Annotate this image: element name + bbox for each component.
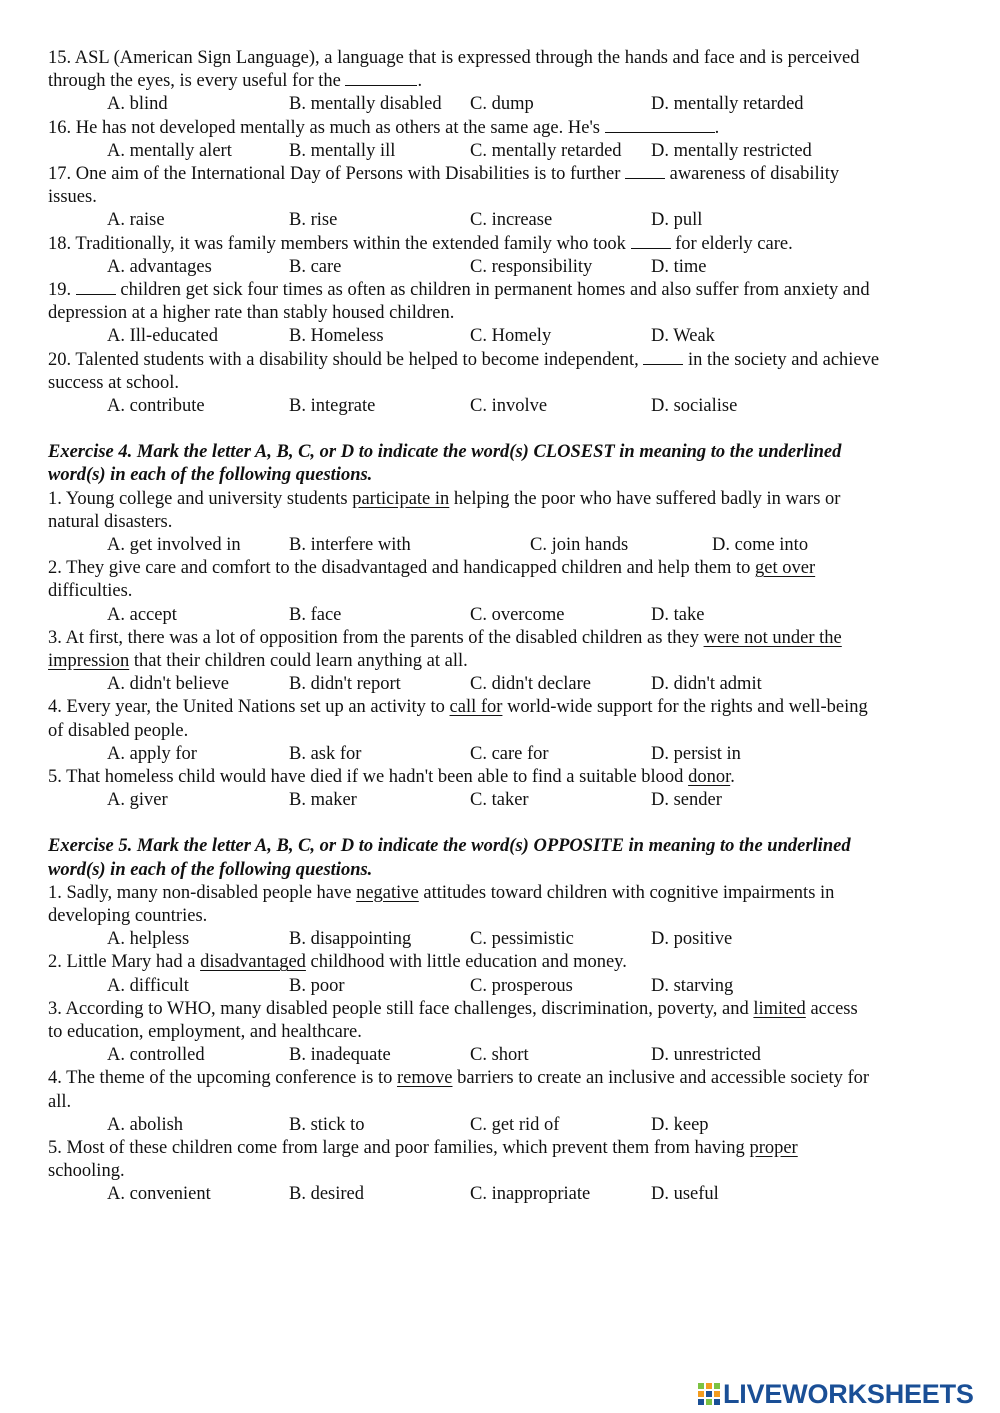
- exercise-5-title-line-1: Exercise 5. Mark the letter A, B, C, or D to indicate the word(s) OPPOSITE in meaning to the underlined: [48, 836, 851, 857]
- underlined-phrase: participate in: [352, 488, 450, 509]
- q-text: 5. That homeless child would have died if we hadn't been able to find a suitable blood: [48, 766, 689, 787]
- option-a[interactable]: A. apply for: [107, 743, 197, 764]
- q16-end: .: [714, 117, 720, 138]
- ex5-question-1-line-1: [48, 882, 958, 905]
- option-a[interactable]: A. contribute: [107, 395, 205, 416]
- option-a[interactable]: A. giver: [107, 790, 168, 811]
- option-d[interactable]: D. Weak: [651, 326, 715, 347]
- answer-blank: [625, 164, 665, 179]
- option-d[interactable]: D. positive: [651, 929, 733, 950]
- answer-blank: [643, 350, 683, 365]
- ex4-question-3-line-1: [48, 627, 958, 650]
- option-b[interactable]: B. stick to: [289, 1114, 365, 1135]
- ex4-question-2-line-2: difficulties.: [48, 581, 133, 602]
- exercise-5-title-line-2: word(s) in each of the following questions.: [48, 859, 373, 880]
- q-text: 1. Young college and university students: [48, 488, 353, 509]
- option-c[interactable]: C. get rid of: [470, 1114, 560, 1135]
- option-b[interactable]: B. interfere with: [289, 534, 411, 555]
- option-b[interactable]: B. mentally ill: [289, 140, 396, 161]
- exercise-4-title: [48, 441, 958, 487]
- ex5-question-4-options: [48, 1114, 958, 1137]
- underlined-phrase: remove: [397, 1068, 453, 1089]
- q-text-end: world-wide support for the rights and well-being: [502, 697, 868, 718]
- q20-text-end: in the society and achieve: [683, 349, 880, 370]
- option-c[interactable]: C. pessimistic: [470, 929, 574, 950]
- exercise-5-title: [48, 835, 958, 881]
- underlined-phrase: disadvantaged: [200, 952, 306, 973]
- q18-text: 18. Traditionally, it was family members within the extended family who took: [48, 233, 631, 254]
- option-d[interactable]: D. keep: [651, 1114, 709, 1135]
- q19-text: children get sick four times as often as children in permanent homes and also suffer from anxiety and: [115, 279, 870, 300]
- option-d[interactable]: D. pull: [651, 210, 703, 231]
- option-a[interactable]: A. convenient: [107, 1184, 211, 1205]
- question-15-options: [48, 93, 958, 116]
- underlined-phrase: get over: [755, 558, 816, 579]
- liveworksheets-wordmark: LIVEWORKSHEETS: [723, 1378, 974, 1409]
- q-text: 1. Sadly, many non-disabled people have: [48, 882, 357, 903]
- option-d[interactable]: D. sender: [651, 790, 722, 811]
- ex5-question-4-line-1: [48, 1067, 958, 1090]
- q-text-end: access: [805, 998, 858, 1019]
- option-c[interactable]: C. taker: [470, 790, 529, 811]
- underlined-phrase: limited: [753, 998, 806, 1019]
- option-a[interactable]: A. controlled: [107, 1045, 205, 1066]
- option-a[interactable]: A. get involved in: [107, 534, 241, 555]
- question-17-options: [48, 209, 958, 232]
- option-b[interactable]: B. inadequate: [289, 1045, 391, 1066]
- q-text: 5. Most of these children come from large and poor families, which prevent them from having: [48, 1137, 750, 1158]
- ex4-question-4-options: [48, 743, 958, 766]
- option-c[interactable]: C. responsibility: [470, 256, 593, 277]
- option-b[interactable]: B. face: [289, 604, 342, 625]
- underlined-phrase: negative: [356, 882, 419, 903]
- q-text-end: attitudes toward children with cognitive impairments in: [418, 882, 835, 903]
- option-d[interactable]: D. mentally restricted: [651, 140, 812, 161]
- ex4-question-4-line-2: of disabled people.: [48, 720, 189, 741]
- q-text: 4. The theme of the upcoming conference is to: [48, 1068, 397, 1089]
- option-d[interactable]: D. take: [651, 604, 705, 625]
- ex5-question-4-line-2: all.: [48, 1091, 72, 1112]
- underlined-phrase: proper: [749, 1137, 798, 1158]
- q-text-end: barriers to create an inclusive and accessible society for: [452, 1068, 870, 1089]
- option-a[interactable]: A. Ill-educated: [107, 326, 218, 347]
- question-19-line-1: [48, 279, 958, 302]
- underlined-phrase: donor: [688, 766, 731, 787]
- option-c[interactable]: C. inappropriate: [470, 1184, 591, 1205]
- option-c[interactable]: C. increase: [470, 210, 553, 231]
- ex4-question-5-options: [48, 789, 958, 812]
- option-c[interactable]: C. overcome: [470, 604, 565, 625]
- q-text: 2. They give care and comfort to the disadvantaged and handicapped children and help them to: [48, 558, 756, 579]
- q15-end: .: [417, 71, 423, 92]
- ex5-question-3-line-2: to education, employment, and healthcare.: [48, 1021, 362, 1042]
- option-c[interactable]: C. involve: [470, 395, 548, 416]
- underlined-phrase-cont: impression: [48, 650, 130, 671]
- option-b[interactable]: B. Homeless: [289, 326, 384, 347]
- option-c[interactable]: C. mentally retarded: [470, 140, 622, 161]
- ex5-question-1-options: [48, 928, 958, 951]
- option-d[interactable]: D. time: [651, 256, 707, 277]
- option-d[interactable]: D. come into: [712, 534, 809, 555]
- exercise-4-title-line-2: word(s) in each of the following questions.: [48, 465, 373, 486]
- ex5-question-5-line-2: schooling.: [48, 1161, 125, 1182]
- q-text: 3. According to WHO, many disabled people still face challenges, discrimination, poverty, and: [48, 998, 754, 1019]
- option-a[interactable]: A. accept: [107, 604, 177, 625]
- ex4-question-1-line-1: [48, 488, 958, 511]
- option-d[interactable]: D. socialise: [651, 395, 738, 416]
- ex5-question-5-line-1: [48, 1137, 958, 1160]
- option-a[interactable]: A. didn't believe: [107, 674, 230, 695]
- answer-blank: [345, 71, 417, 86]
- answer-blank: [605, 118, 715, 133]
- option-d[interactable]: D. didn't admit: [651, 674, 762, 695]
- q-text: 4. Every year, the United Nations set up an activity to: [48, 697, 450, 718]
- q-text-end: helping the poor who have suffered badly in wars or: [449, 488, 841, 509]
- option-d[interactable]: D. useful: [651, 1184, 719, 1205]
- underlined-phrase: call for: [449, 697, 503, 718]
- option-d[interactable]: D. starving: [651, 975, 734, 996]
- question-18-options: [48, 256, 958, 279]
- question-20-line-1: [48, 349, 958, 372]
- ex4-question-3-options: [48, 673, 958, 696]
- worksheet-page: [48, 47, 958, 1207]
- option-c[interactable]: C. prosperous: [470, 975, 573, 996]
- question-16-line-1: [48, 117, 958, 140]
- option-a[interactable]: A. advantages: [107, 256, 212, 277]
- ex4-question-2-options: [48, 604, 958, 627]
- option-b[interactable]: B. didn't report: [289, 674, 401, 695]
- ex5-question-3-options: [48, 1044, 958, 1067]
- ex5-question-3-line-1: [48, 998, 958, 1021]
- q17-text-end: awareness of disability: [664, 163, 840, 184]
- option-b[interactable]: B. care: [289, 256, 342, 277]
- question-17-line-2: issues.: [48, 187, 97, 208]
- option-c[interactable]: C. didn't declare: [470, 674, 591, 695]
- option-c[interactable]: C. Homely: [470, 326, 552, 347]
- option-c[interactable]: C. join hands: [530, 534, 629, 555]
- option-b[interactable]: B. mentally disabled: [289, 94, 442, 115]
- option-d[interactable]: D. mentally retarded: [651, 94, 804, 115]
- exercise-4-title-line-1: Exercise 4. Mark the letter A, B, C, or D to indicate the word(s) CLOSEST in meaning to the underlined: [48, 442, 842, 463]
- question-20-line-2: success at school.: [48, 372, 180, 393]
- liveworksheets-logo-icon: [697, 1381, 721, 1407]
- q-text-end: childhood with little education and money.: [305, 952, 627, 973]
- question-15-line-2: [48, 70, 958, 93]
- answer-blank: [631, 234, 671, 249]
- ex4-question-2-line-1: [48, 557, 958, 580]
- option-b[interactable]: B. ask for: [289, 743, 362, 764]
- ex4-question-1-options: [48, 534, 958, 557]
- question-19-options: [48, 325, 958, 348]
- option-d[interactable]: D. unrestricted: [651, 1045, 761, 1066]
- option-a[interactable]: A. abolish: [107, 1114, 184, 1135]
- ex5-question-2-line-1: [48, 951, 958, 974]
- q-text-end: that their children could learn anything at all.: [129, 650, 468, 671]
- question-18-line-1: [48, 233, 958, 256]
- answer-blank: [76, 280, 116, 295]
- q-text: 2. Little Mary had a: [48, 952, 201, 973]
- option-c[interactable]: C. dump: [470, 94, 534, 115]
- q19-number: 19.: [48, 279, 76, 300]
- q18-text-end: for elderly care.: [670, 233, 793, 254]
- option-a[interactable]: A. blind: [107, 94, 168, 115]
- q15-text: through the eyes, is every useful for the: [48, 71, 346, 92]
- ex4-question-1-line-2: natural disasters.: [48, 511, 173, 532]
- ex4-question-5-line-1: [48, 766, 958, 789]
- question-19-line-2: depression at a higher rate than stably housed children.: [48, 303, 455, 324]
- q-text: 3. At first, there was a lot of opposition from the parents of the disabled children as they: [48, 627, 704, 648]
- option-c[interactable]: C. short: [470, 1045, 529, 1066]
- option-b[interactable]: B. maker: [289, 790, 357, 811]
- option-d[interactable]: D. persist in: [651, 743, 741, 764]
- option-c[interactable]: C. care for: [470, 743, 549, 764]
- option-a[interactable]: A. mentally alert: [107, 140, 232, 161]
- underlined-phrase: were not under the: [703, 627, 842, 648]
- ex5-question-2-options: [48, 975, 958, 998]
- ex5-question-1-line-2: developing countries.: [48, 905, 208, 926]
- ex4-question-4-line-1: [48, 696, 958, 719]
- option-a[interactable]: A. raise: [107, 210, 165, 231]
- q-text-end: .: [730, 766, 735, 787]
- question-17-line-1: [48, 163, 958, 186]
- option-b[interactable]: B. integrate: [289, 395, 376, 416]
- question-20-options: [48, 395, 958, 418]
- q20-text: 20. Talented students with a disability should be helped to become independent,: [48, 349, 644, 370]
- option-b[interactable]: B. disappointing: [289, 929, 412, 950]
- option-b[interactable]: B. desired: [289, 1184, 365, 1205]
- ex4-question-3-line-2: [48, 650, 958, 673]
- question-15-line-1: 15. ASL (American Sign Language), a language that is expressed through the hands and face and is perceived: [48, 48, 860, 68]
- option-a[interactable]: A. helpless: [107, 929, 190, 950]
- ex5-question-5-options: [48, 1183, 958, 1206]
- option-b[interactable]: B. rise: [289, 210, 338, 231]
- liveworksheets-logo[interactable]: [697, 1377, 974, 1411]
- q16-text: 16. He has not developed mentally as much as others at the same age. He's: [48, 117, 605, 138]
- option-a[interactable]: A. difficult: [107, 975, 189, 996]
- option-b[interactable]: B. poor: [289, 975, 345, 996]
- question-16-options: [48, 140, 958, 163]
- q17-text: 17. One aim of the International Day of Persons with Disabilities is to further: [48, 163, 625, 184]
